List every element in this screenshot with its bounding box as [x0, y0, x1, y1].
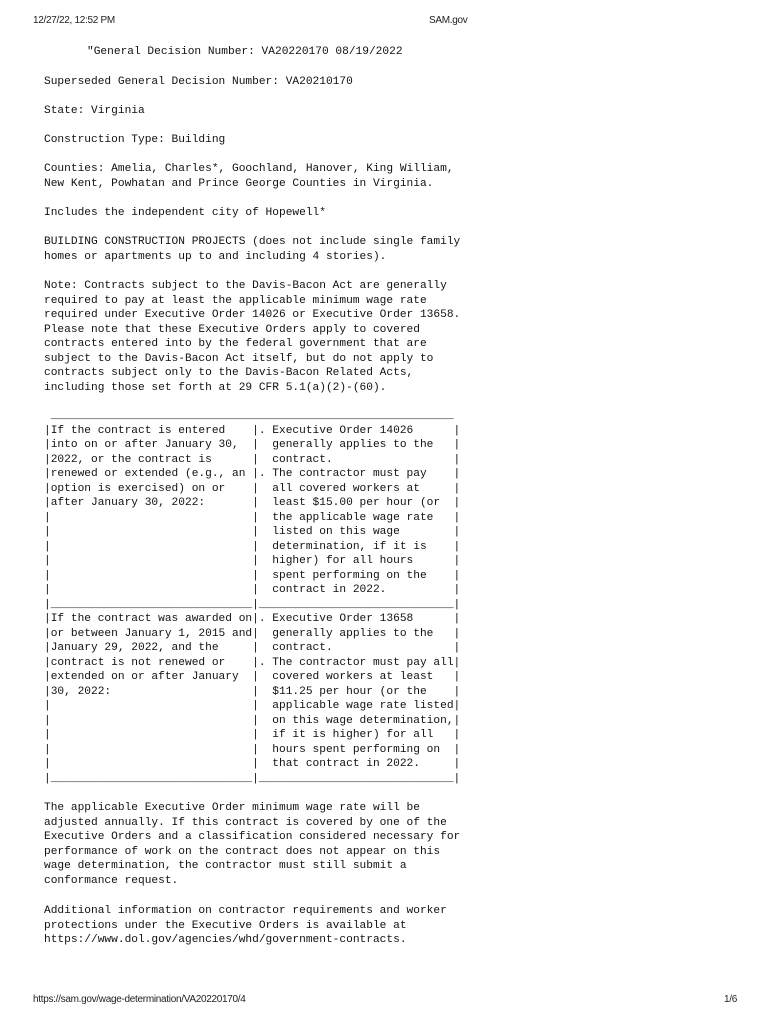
- construction-type: Construction Type: Building: [44, 134, 226, 146]
- counties: Counties: Amelia, Charles*, Goochland, Hanover, King William, New Kent, Powhatan and Prince George Counties in Virginia.: [44, 163, 454, 190]
- table-row-line: |option is exercised) on or | all covered workers at |: [44, 482, 461, 495]
- table-row-line: |2022, or the contract is | contract. |: [44, 453, 461, 466]
- table-row-line: |renewed or extended (e.g., an |. The contractor must pay |: [44, 468, 461, 480]
- state: State: Virginia: [44, 105, 145, 117]
- decision-number-title: "General Decision Number: VA20220170 08/19/2022: [87, 46, 403, 58]
- table-row-line: | | the applicable wage rate |: [44, 511, 461, 524]
- table-row-line: | | higher) for all hours |: [44, 555, 461, 567]
- table-row-line: |extended on or after January | covered workers at least |: [44, 671, 461, 683]
- print-datetime: 12/27/22, 12:52 PM: [33, 15, 115, 26]
- project-scope: BUILDING CONSTRUCTION PROJECTS (does not include single family homes or apartments up to and including 4 stories).: [44, 236, 461, 263]
- table-row-line: | | contract in 2022. |: [44, 584, 461, 596]
- table-top-border: ____________________________________________________________: [44, 410, 454, 422]
- print-url: https://sam.gov/wage-determination/VA20220170/4: [33, 994, 246, 1005]
- page-number: 1/6: [724, 994, 738, 1005]
- table-row-line: | | spent performing on the |: [44, 569, 461, 582]
- table-row-line: | | that contract in 2022. |: [44, 758, 461, 770]
- adjustment-paragraph: The applicable Executive Order minimum wage rate will be adjusted annually. If this contract is covered by one of the Executive Orders and a classification considered necessary for performance of work on the contract does not appear on this wage determination, the contractor must still submit a conformance request.: [44, 802, 461, 887]
- table-row-line: | | determination, if it is |: [44, 540, 461, 553]
- table-row-line: |30, 2022: | $11.25 per hour (or the |: [44, 685, 461, 698]
- additional-info-paragraph: Additional information on contractor requirements and worker protections under the Executive Orders is available at https://www.dol.gov/agencies/whd/government-contracts.: [44, 905, 447, 946]
- table-row-line: |after January 30, 2022: | least $15.00 per hour (or |: [44, 497, 461, 509]
- table-row-line: |If the contract was awarded on|. Executive Order 13658 |: [44, 613, 461, 625]
- table-row-line: |into on or after January 30, | generally applies to the |: [44, 439, 461, 451]
- includes-city: Includes the independent city of Hopewell*: [44, 207, 326, 219]
- table-row-separator: |______________________________|_____________________________|: [44, 598, 461, 611]
- table-row-line: |If the contract is entered |. Executive Order 14026 |: [44, 424, 461, 437]
- table-row-line: |contract is not renewed or |. The contractor must pay all|: [44, 656, 461, 669]
- superseded-decision: Superseded General Decision Number: VA20210170: [44, 76, 353, 88]
- table-row-line: |January 29, 2022, and the | contract. |: [44, 642, 461, 654]
- executive-order-note: Note: Contracts subject to the Davis-Bacon Act are generally required to pay at least the applicable minimum wage rate required under Executive Order 14026 or Executive Order 13658. Please note that these Executive Orders apply to covered contracts entered into by the federal government that are subject to the Davis-Bacon Act itself, but do not apply to contracts subject only to the Davis-Bacon Related Acts, including those set forth at 29 CFR 5.1(a)(2)-(60).: [44, 280, 461, 394]
- table-row-line: | | hours spent performing on |: [44, 743, 461, 756]
- executive-order-table: [44, 409, 460, 786]
- table-row-line: |or between January 1, 2015 and| generally applies to the |: [44, 627, 461, 640]
- print-site-title: SAM.gov: [429, 15, 468, 26]
- table-row-line: | | on this wage determination,|: [44, 714, 461, 727]
- table-row-line: | | applicable wage rate listed|: [44, 700, 461, 712]
- table-row-separator: |______________________________|_____________________________|: [44, 772, 461, 785]
- table-row-line: | | if it is higher) for all |: [44, 729, 461, 741]
- table-row-line: | | listed on this wage |: [44, 526, 461, 538]
